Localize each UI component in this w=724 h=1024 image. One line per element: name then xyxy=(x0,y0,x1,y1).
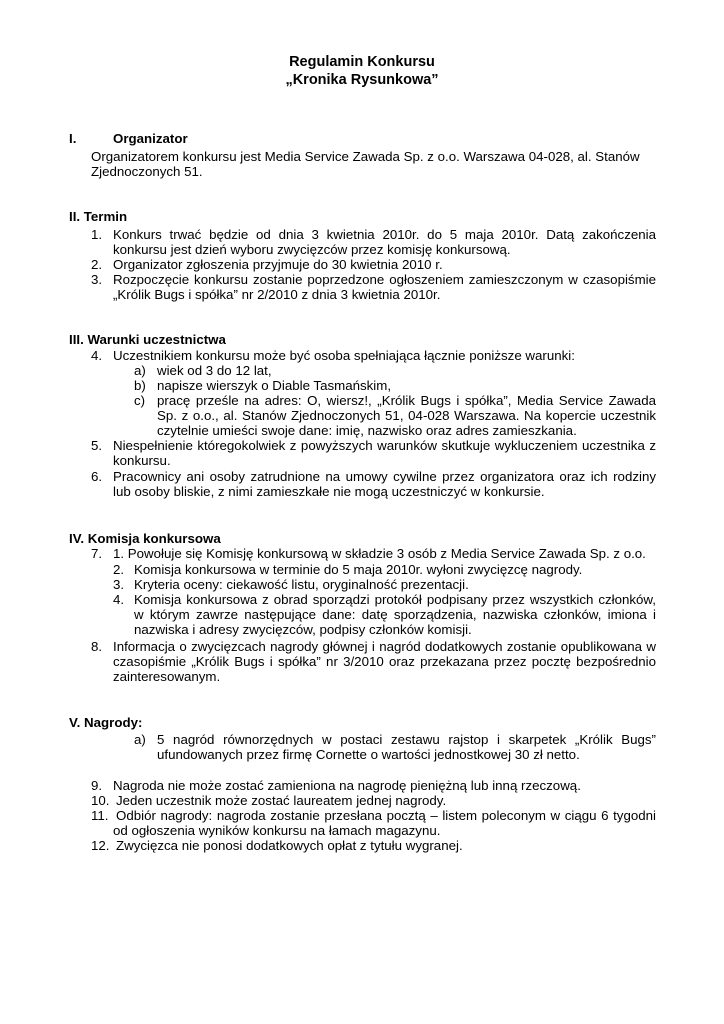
sub-item-text: Kryteria oceny: ciekawość listu, oryginalność prezentacji. xyxy=(134,577,469,592)
list-item-text: Zwycięzca nie ponosi dodatkowych opłat z tytułu wygranej. xyxy=(116,838,463,853)
sub-item-text: czytelnie umieści swoje dane: imię, nazwisko oraz adres zamieszkania. xyxy=(157,423,577,438)
list-item-number: 10. xyxy=(91,793,110,808)
sub-item-text: wiek od 3 do 12 lat, xyxy=(157,363,272,378)
sub-item-text: Sp. z o.o., al. Stanów Zjednoczonych 51, 04-028 Warszawa. Na kopercie uczestnik xyxy=(157,408,656,423)
list-item-text: czasopiśmie „Królik Bugs i spółka” nr 3/2010 oraz przekazana przez pocztę bezpośrednio xyxy=(113,654,656,669)
list-item-text: 1. Powołuje się Komisję konkursową w składzie 3 osób z Media Service Zawada Sp. z o.o. xyxy=(113,546,646,561)
sub-item-text: napisze wierszyk o Diable Tasmańskim, xyxy=(157,378,392,393)
list-item-text: zainteresowanym. xyxy=(113,669,221,684)
section-1-text-line: Zjednoczonych 51. xyxy=(91,164,203,179)
sub-item-text: w którym zawrze następujące dane: datę sporządzenia, nazwiska członków, imiona i xyxy=(134,607,656,622)
sub-item-text: 5 nagród równorzędnych w postaci zestawu rajstop i skarpetek „Królik Bugs” xyxy=(157,732,656,747)
list-item-text: Uczestnikiem konkursu może być osoba spełniająca łącznie poniższe warunki: xyxy=(113,348,575,363)
list-item-number: 2. xyxy=(91,257,103,272)
list-item-number: 12. xyxy=(91,838,110,853)
document-subtitle: „Kronika Rysunkowa” xyxy=(285,72,439,88)
list-item-number: 6. xyxy=(91,469,103,484)
list-item-text: Rozpoczęcie konkursu zostanie poprzedzone ogłoszeniem zamieszczonym w czasopiśmie xyxy=(113,272,656,287)
list-item-number: 5. xyxy=(91,438,103,453)
sub-item-text: pracę prześle na adres: O, wiersz!, „Królik Bugs i spółka”, Media Service Zawada xyxy=(157,393,656,408)
section-2-heading: II. Termin xyxy=(69,209,128,224)
section-4-heading: IV. Komisja konkursowa xyxy=(69,531,221,546)
section-5-heading: V. Nagrody: xyxy=(69,715,143,730)
sub-item-number: 3. xyxy=(113,577,125,592)
list-item-text: konkursu. xyxy=(113,453,171,468)
list-item-text: Pracownicy ani osoby zatrudnione na umowy cywilne przez organizatora oraz ich rodziny xyxy=(113,469,656,484)
list-item-text: Organizator zgłoszenia przyjmuje do 30 kwietnia 2010 r. xyxy=(113,257,443,272)
sub-item-text: Komisja konkursowa z obrad sporządzi protokół podpisany przez wszystkich członków, xyxy=(134,592,656,607)
list-item-text: „Królik Bugs i spółka” nr 2/2010 z dnia 3 kwietnia 2010r. xyxy=(113,287,441,302)
list-item-text: konkursu jest dzień wyboru zwycięzców przez komisję konkursową. xyxy=(113,242,511,257)
list-item-text: od ogłoszenia wyników konkursu na łamach magazynu. xyxy=(113,823,441,838)
list-item-number: 3. xyxy=(91,272,103,287)
sub-item-text: nazwiska i adresy zwycięzców, podpisy członków komisji. xyxy=(134,622,472,637)
sub-item-letter: a) xyxy=(134,363,146,378)
sub-item-letter: a) xyxy=(134,732,146,747)
section-1-text-line: Organizatorem konkursu jest Media Service Zawada Sp. z o.o. Warszawa 04-028, al. Stanów xyxy=(91,149,640,164)
list-item-text: Niespełnienie któregokolwiek z powyższych warunków skutkuje wykluczeniem uczestnika z xyxy=(113,438,656,453)
list-item-number: 1. xyxy=(91,227,103,242)
list-item-text: Konkurs trwać będzie od dnia 3 kwietnia 2010r. do 5 maja 2010r. Datą zakończenia xyxy=(113,227,656,242)
sub-item-number: 4. xyxy=(113,592,125,607)
list-item-text: Nagroda nie może zostać zamieniona na nagrodę pieniężną lub inną rzeczową. xyxy=(113,778,581,793)
sub-item-letter: b) xyxy=(134,378,146,393)
sub-item-number: 2. xyxy=(113,562,125,577)
list-item-text: Odbiór nagrody: nagroda zostanie przesłana pocztą – listem poleconym w ciągu 6 tygodni xyxy=(116,808,656,823)
list-item-number: 9. xyxy=(91,778,103,793)
list-item-number: 8. xyxy=(91,639,103,654)
document-title: Regulamin Konkursu xyxy=(289,54,435,70)
sub-item-text: Komisja konkursowa w terminie do 5 maja 2010r. wyłoni zwycięzcę nagrody. xyxy=(134,562,583,577)
section-1-heading: Organizator xyxy=(113,131,188,146)
list-item-text: lub osoby bliskie, z nimi zamieszkałe nie mogą uczestniczyć w konkursie. xyxy=(113,484,545,499)
list-item-number: 7. xyxy=(91,546,103,561)
list-item-text: Jeden uczestnik może zostać laureatem jednej nagrody. xyxy=(116,793,447,808)
list-item-number: 11. xyxy=(91,808,109,823)
section-3-heading: III. Warunki uczestnictwa xyxy=(69,332,226,347)
section-1-number: I. xyxy=(69,131,77,146)
sub-item-text: ufundowanych przez firmę Cornette o wartości jednostkowej 30 zł netto. xyxy=(157,747,580,762)
sub-item-letter: c) xyxy=(134,393,146,408)
list-item-text: Informacja o zwycięzcach nagrody głównej i nagród dodatkowych zostanie opublikowana w xyxy=(113,639,656,654)
list-item-number: 4. xyxy=(91,348,103,363)
